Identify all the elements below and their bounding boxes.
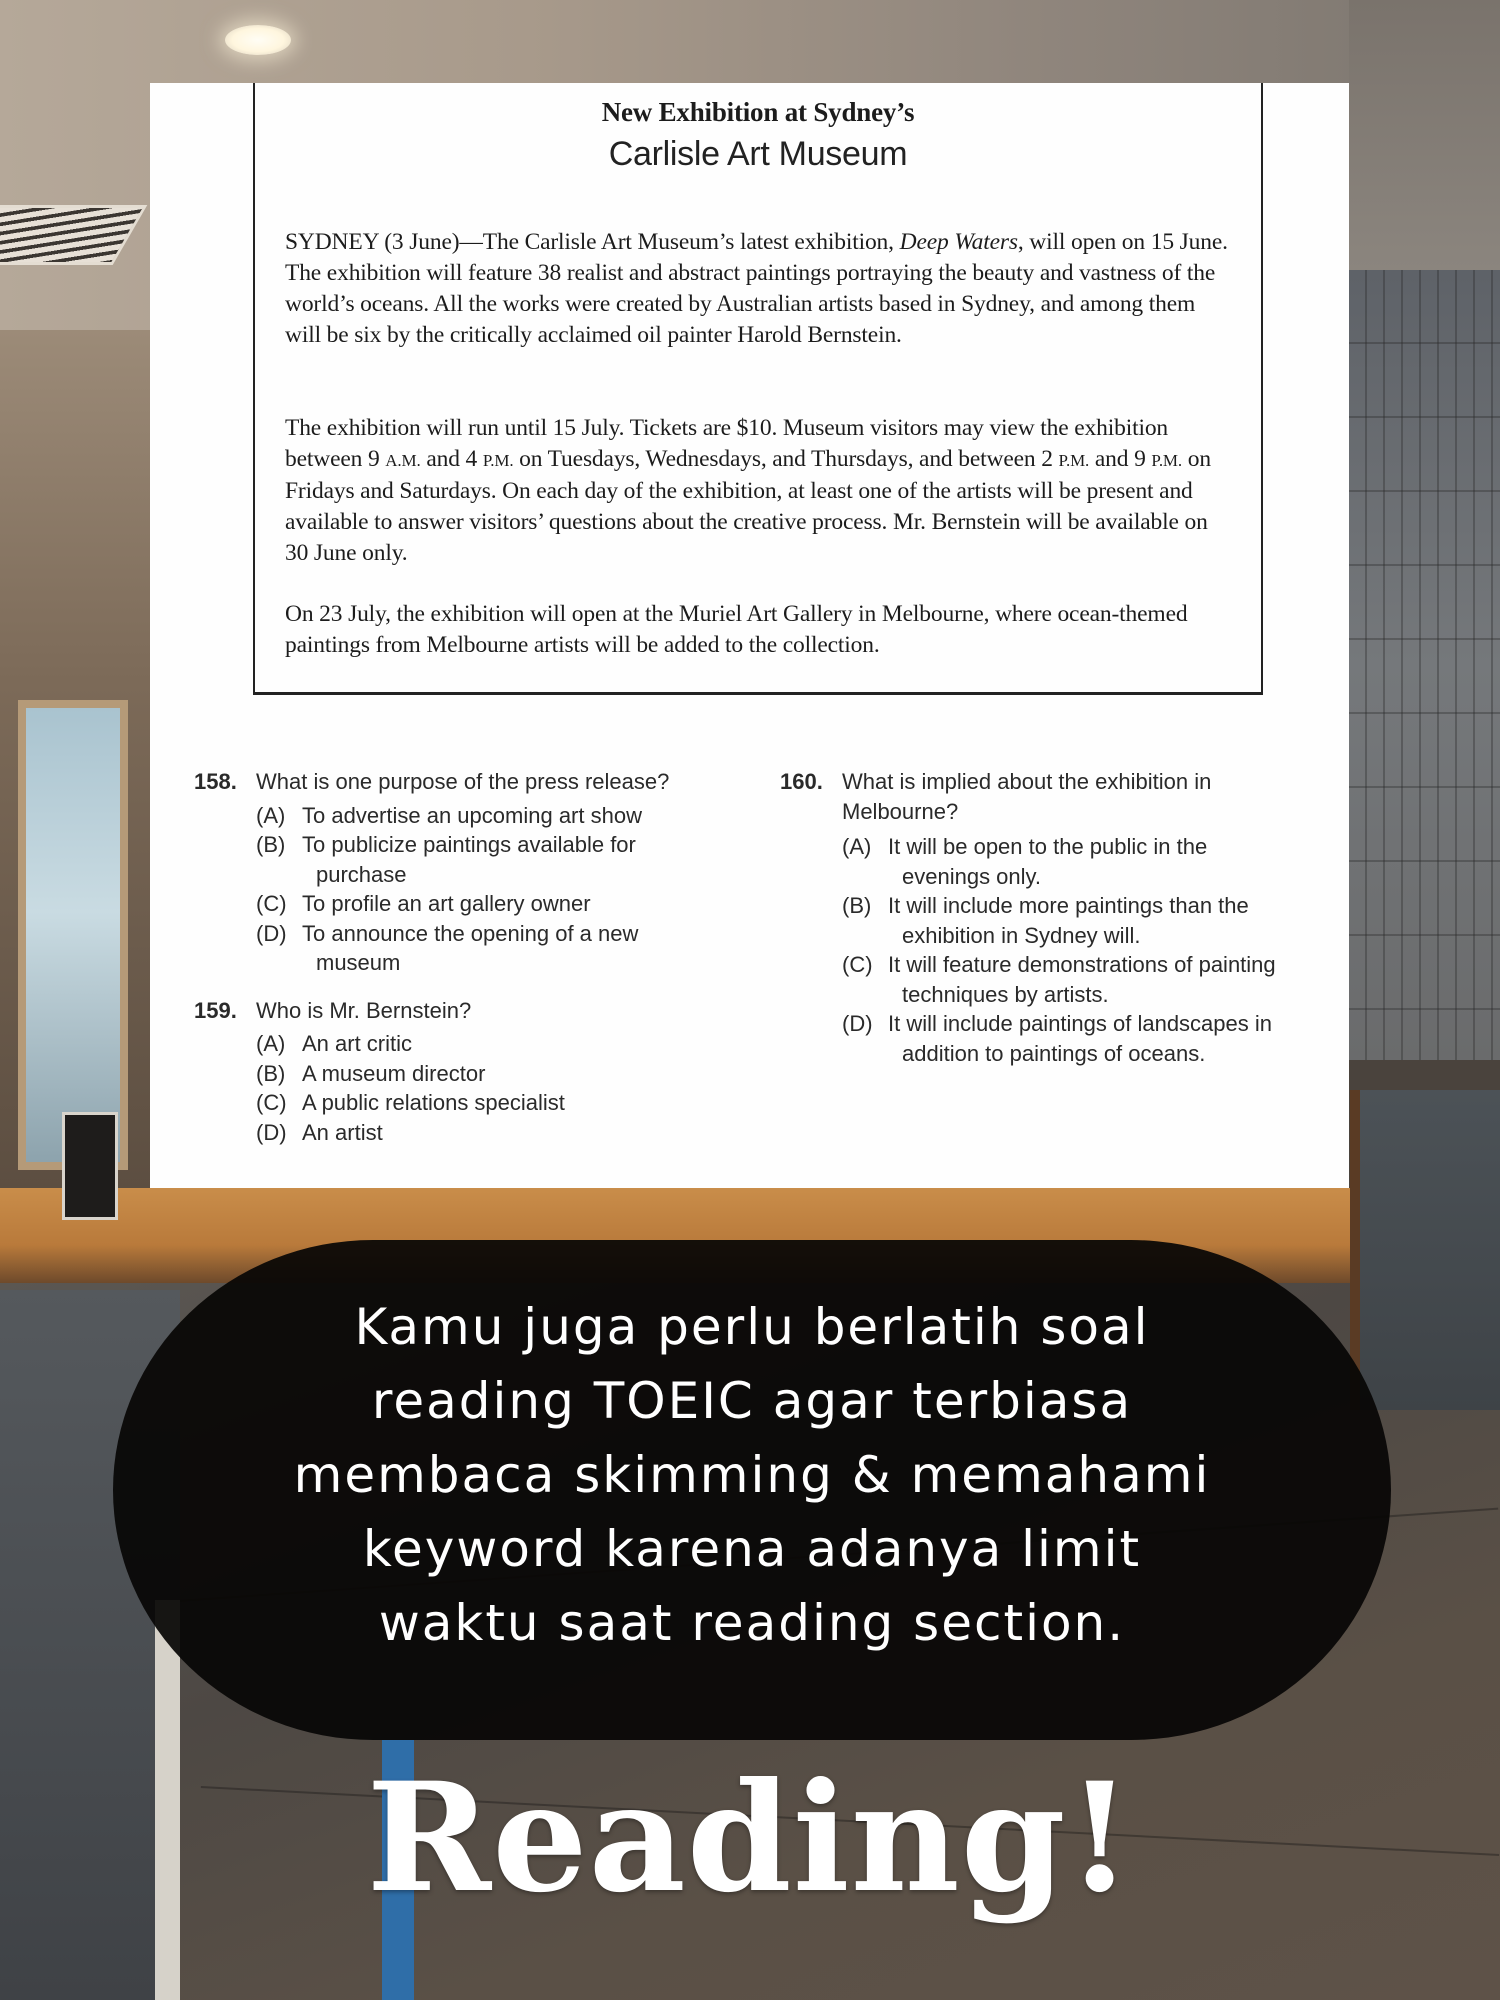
- paragraph-text: , will open on 15 June. The exhibition will feature 38 realist and abstract paintings portraying the beauty and vastness of the world’s oceans. All the works were created by Australian artists based in Sydney, and among them will be six by the critically acclaimed oil painter Harold Bernstein.: [285, 229, 1228, 348]
- option-letter: (D): [256, 920, 287, 946]
- question-text: What is implied about the exhibition in: [842, 769, 1212, 794]
- caption-line: Kamu juga perlu berlatih soal: [354, 1298, 1150, 1356]
- caption-pill: [113, 1240, 1391, 1740]
- option-text-continued: museum: [316, 950, 401, 975]
- time-pm: P.M.: [482, 451, 514, 470]
- ceiling-light-icon: [225, 25, 291, 55]
- question-158: [194, 767, 754, 978]
- press-paragraph-2: [285, 413, 1235, 569]
- tiled-wall: [1349, 270, 1500, 1060]
- document-card: [150, 83, 1349, 1188]
- caption-line: membaca skimming & memahami: [293, 1446, 1211, 1504]
- option-text: It will include more paintings than the: [888, 893, 1249, 918]
- option-text: To announce the opening of a new: [302, 920, 639, 946]
- press-release-box: [253, 83, 1263, 695]
- option-letter: (C): [256, 1090, 287, 1115]
- option-letter: (C): [842, 952, 873, 977]
- option-text: It will include paintings of landscapes in: [888, 1011, 1273, 1036]
- option-c: [256, 1088, 754, 1118]
- time-pm: P.M.: [1151, 451, 1182, 470]
- option-letter: (B): [842, 893, 872, 918]
- option-letter: (C): [256, 891, 287, 916]
- option-a: [842, 832, 1340, 891]
- option-letter: (D): [256, 1119, 287, 1145]
- question-number: 159.: [194, 997, 237, 1023]
- option-text-continued: techniques by artists.: [902, 981, 1109, 1007]
- option-text-continued: exhibition in Sydney will.: [902, 922, 1141, 948]
- option-letter: (D): [842, 1011, 873, 1036]
- question-text: What is one purpose of the press release?: [256, 769, 670, 794]
- caption-text: [113, 1290, 1391, 1660]
- option-text-continued: addition to paintings of oceans.: [902, 1040, 1206, 1066]
- page-title: Reading!: [366, 1750, 1134, 1926]
- option-letter: (A): [256, 1031, 286, 1056]
- table-sign: [62, 1112, 118, 1220]
- paragraph-text: on Tuesdays, Wednesdays, and Thursdays, and between 2: [513, 446, 1059, 472]
- option-letter: (B): [256, 832, 286, 857]
- option-text: It will be open to the public in the: [888, 834, 1208, 859]
- option-text: To profile an art gallery owner: [302, 891, 591, 916]
- option-letter: (A): [842, 834, 872, 859]
- press-paragraph-3: On 23 July, the exhibition will open at the Muriel Art Gallery in Melbourne, where ocean-themed paintings from Melbourne artists will be added to the collection.: [285, 601, 1188, 658]
- glass-door: [18, 700, 128, 1170]
- option-text: An artist: [302, 1119, 383, 1145]
- caption-line: waktu saat reading section.: [378, 1594, 1126, 1652]
- right-wall-top: [1349, 0, 1500, 270]
- option-text: It will feature demonstrations of painting: [888, 952, 1276, 977]
- option-text-continued: evenings only.: [902, 863, 1042, 889]
- question-number: 158.: [194, 769, 237, 794]
- question-number: 160.: [780, 769, 823, 794]
- paragraph-text: on Fridays and Saturdays. On each day of the exhibition, at least one of the artists will be present and available to answer visitors’ questions about the creative process. Mr. Bernstein will be available on 30 June only.: [285, 446, 1211, 566]
- option-text: A public relations specialist: [302, 1090, 565, 1115]
- time-am: A.M.: [385, 451, 421, 470]
- option-letter: (B): [256, 1060, 286, 1086]
- option-c: [256, 889, 754, 919]
- option-b: [256, 830, 754, 889]
- paragraph-text: and 4: [420, 446, 483, 472]
- question-text-continued: Melbourne?: [842, 798, 959, 824]
- caption-line: reading TOEIC agar terbiasa: [371, 1372, 1133, 1430]
- option-b: [256, 1059, 754, 1089]
- option-d: [842, 1009, 1340, 1068]
- option-text: A museum director: [302, 1060, 486, 1086]
- questions-right-column: [780, 767, 1340, 1080]
- press-headline: New Exhibition at Sydney’s: [601, 97, 915, 127]
- option-text: To publicize paintings available for: [302, 832, 636, 857]
- caption-line: keyword karena adanya limit: [362, 1520, 1142, 1578]
- paragraph-text: The exhibition will run until 15 July. Tickets are $10. Museum visitors may view the exhibition between 9: [285, 415, 1169, 472]
- option-b: [842, 891, 1340, 950]
- option-letter: (A): [256, 802, 286, 828]
- paragraph-text: SYDNEY (3 June)—The Carlisle Art Museum’s latest exhibition,: [285, 229, 900, 255]
- option-d: [256, 1118, 754, 1148]
- option-c: [842, 950, 1340, 1009]
- press-subhead: Carlisle Art Museum: [608, 135, 908, 173]
- press-paragraph-1: [285, 227, 1235, 351]
- paragraph-text: and 9: [1089, 446, 1152, 472]
- option-text-continued: purchase: [316, 861, 407, 887]
- time-pm: P.M.: [1058, 451, 1090, 470]
- option-text: To advertise an upcoming art show: [302, 802, 642, 828]
- option-a: [256, 1029, 754, 1059]
- option-d: [256, 919, 754, 978]
- questions-left-column: [194, 767, 754, 1159]
- question-160: [780, 767, 1340, 1068]
- option-text: An art critic: [302, 1031, 413, 1056]
- question-159: [194, 996, 754, 1148]
- option-a: [256, 801, 754, 831]
- exhibition-title: Deep Waters: [899, 229, 1018, 255]
- question-text: Who is Mr. Bernstein?: [256, 997, 472, 1023]
